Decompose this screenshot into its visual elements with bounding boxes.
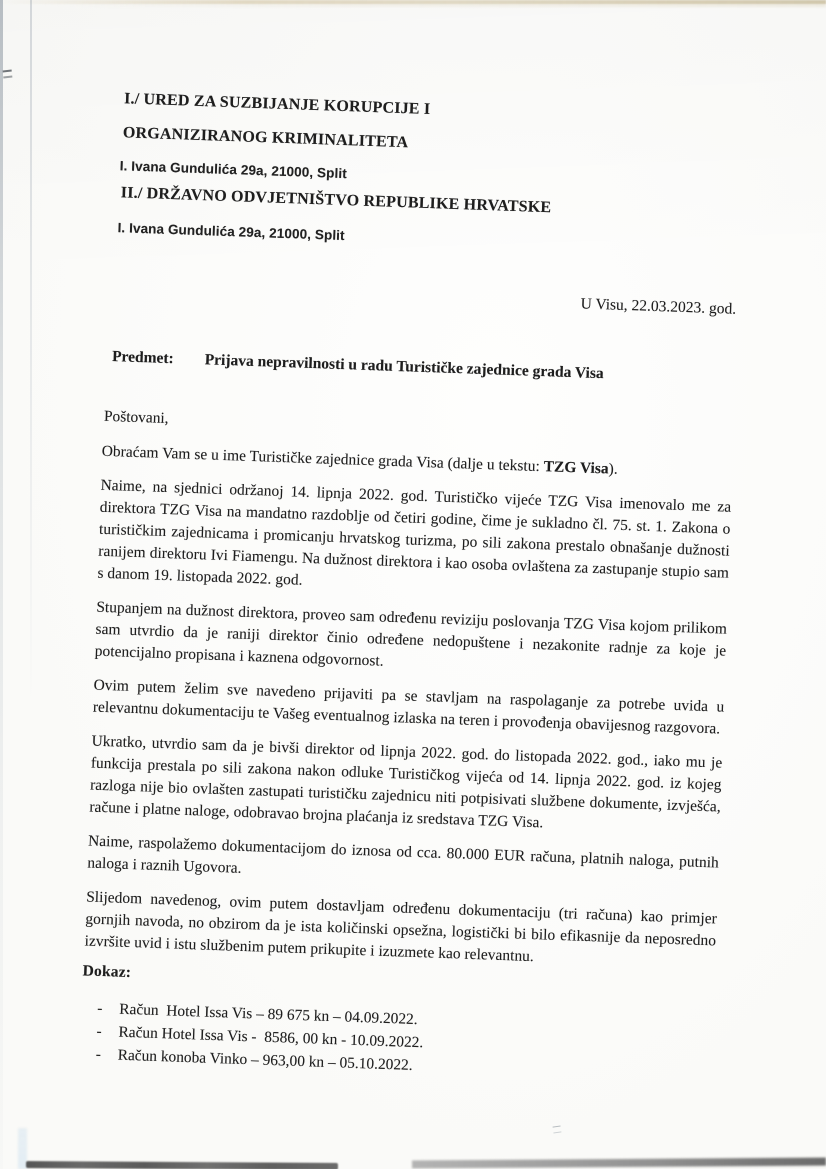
scan-edge-bottom-left: [26, 1161, 338, 1169]
body-paragraph-5: Naime, raspolažemo dokumentacijom do iznosa od cca. 80.000 EUR računa, platnih naloga, putnih naloga i raznih Ugovora.: [87, 832, 720, 877]
evidence-label: Dokaz:: [82, 962, 132, 982]
subject-row: [112, 346, 736, 389]
evidence-bullet: -: [96, 1022, 102, 1041]
scan-mark-left: [3, 70, 13, 79]
date-line: U Visu, 22.03.2023. god.: [580, 295, 737, 318]
body-paragraph-4: Ukratko, utvrdio sam da je bivši direktor od lipnja 2022. god. do listopada 2022. god., iako mu je funkcija prestala po sili zakona nakon odluke Turističkog vijeća od 14. lipnja 2022. god. iz kojeg razloga nije bio ovlašten zastupati turističku zajednicu niti potpisivati službene dokumente, izvješća, račune i platne naloge, odobravao brojna plaćanja iz sredstava TZG Visa.: [89, 732, 723, 832]
subject-label: Predmet:: [111, 348, 175, 368]
body-paragraph-6: Slijedom navedenog, ovim putem dostavljam određenu dokumentaciju (tri računa) kao primjer gornjih navoda, no obzirom da je ista količinski opsežna, logistički bi bilo efikasnije da neposredno izvršite uvid i istu službenim putem prikupite i izuzmete kao relevantnu.: [84, 888, 718, 966]
scan-streak-left: [30, 0, 32, 710]
intro-text-pre: Obraćam Vam se u ime Turističke zajednice grada Visa (dalje u tekstu:: [101, 442, 545, 476]
evidence-item-text: Račun Hotel Issa Vis – 89 675 kn – 04.09.2022.: [119, 1000, 418, 1029]
recipient-address-1: I. Ivana Gundulića 29a, 21000, Split: [119, 158, 348, 182]
scan-edge-left: [0, 0, 3, 1169]
evidence-bullet: -: [97, 999, 103, 1018]
letter-content: [35, 60, 746, 1087]
salutation: Poštovani,: [103, 407, 169, 428]
recipient-title-line-2: ORGANIZIRANOG KRIMINALITETA: [122, 124, 409, 152]
body-paragraph-2: Stupanjem na dužnost direktora, proveo sam određenu reviziju poslovanja TZG Visa kojom prilikom sam utvrdio da je raniji direktor činio određene nedopuštene i nezakonite radnje za koje je potencijalno propisana i kaznena odgovornost.: [94, 598, 728, 670]
subject-text: Prijava nepravilnosti u radu Turističke zajednice grada Visa: [204, 351, 604, 383]
evidence-item-text: Račun Hotel Issa Vis - 8586, 00 kn - 10.09.2022.: [118, 1023, 424, 1052]
evidence-item-text: Račun konoba Vinko – 963,00 kn – 05.10.2022.: [117, 1046, 413, 1074]
scan-edge-top-fade: [0, 3, 826, 7]
scan-edge-bottom-right: [412, 1158, 826, 1169]
evidence-bullet: -: [95, 1045, 102, 1064]
recipient-title-line-3: II./ DRŽAVNO ODVJETNIŠTVO REPUBLIKE HRVATSKE: [120, 184, 552, 217]
body-paragraph-1: Naime, na sjednici održanoj 14. lipnja 2022. god. Turističko vijeće TZG Visa imenovalo me za direktora TZG Visa na mandatno razdoblje od četiri godine, čime je sukladno čl. 75. st. 1. Zakona o turističkim zajednicama i promicanju hrvatskog turizma, po sili zakona prestalo obnašanje dužnosti ranijem direktoru Ivi Fiamengu. Na dužnost direktora i kao osoba ovlaštena za zastupanje stupio sam s danom 19. listopada 2022. god.: [97, 476, 732, 589]
recipient-title-line-1: I./ URED ZA SUZBIJANJE KORUPCIJE I: [123, 90, 431, 118]
evidence-list: [95, 997, 713, 1087]
intro-text-bold: TZG Visa: [543, 458, 609, 478]
recipient-address-2: I. Ivana Gundulića 29a, 21000, Split: [117, 220, 345, 244]
intro-text-post: ).: [608, 460, 619, 478]
scan-speck: [553, 1125, 562, 1133]
body-paragraph-3: Ovim putem želim sve navedeno prijaviti pa se stavljam na raspolaganje za potrebe uvida u relevantnu dokumentaciju te Vašeg eventualnog izlaska na teren i provođenja obavijesnog razgovora.: [92, 676, 725, 738]
